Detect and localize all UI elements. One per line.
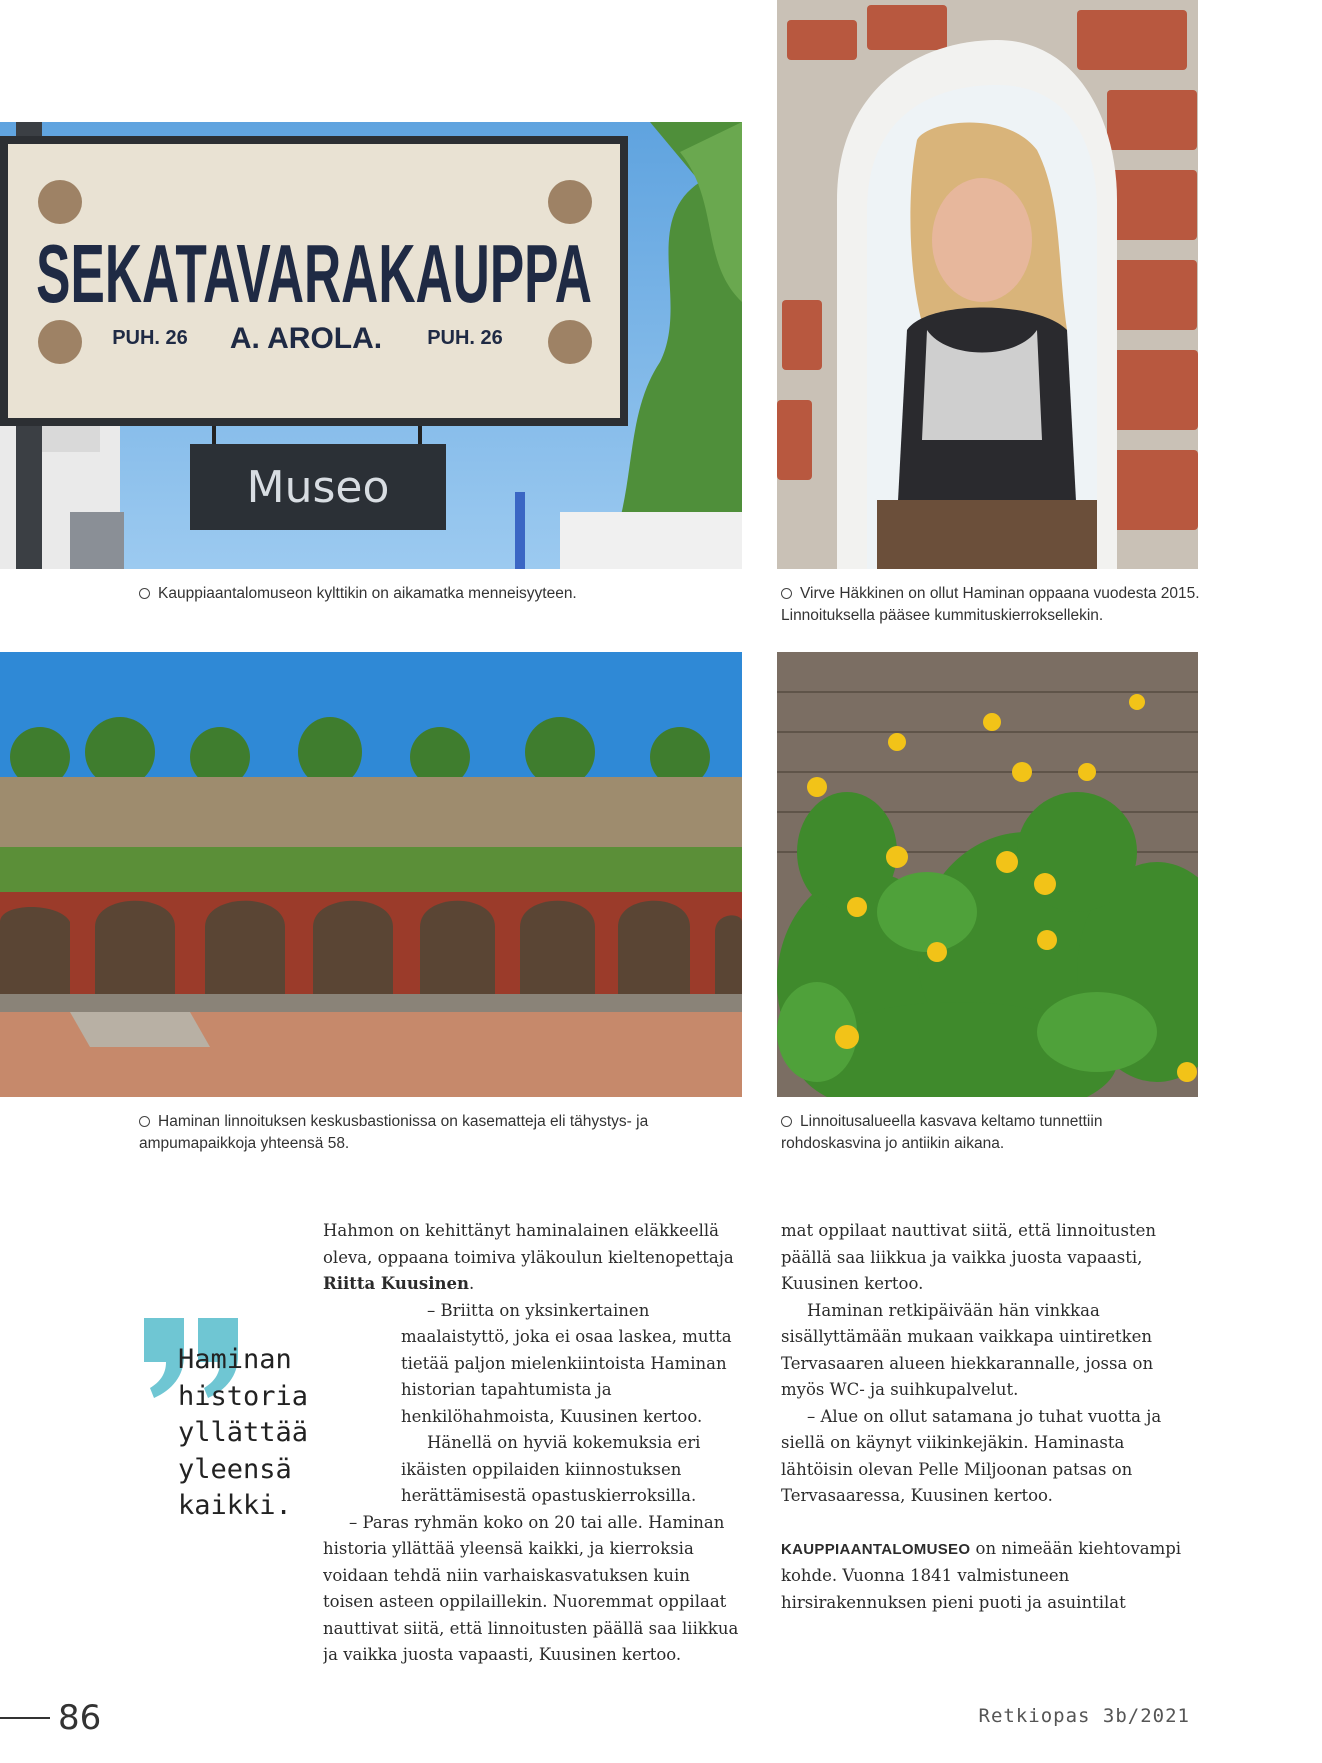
guide-caption-text: Virve Häkkinen on ollut Haminan oppaana vuodesta 2015. Linnoituksella pääsee kummituskierroksellekin.: [781, 585, 1200, 624]
caption-bullet-icon: [781, 588, 792, 599]
guide-photo-graphic: [777, 0, 1198, 569]
sign-photo: [0, 122, 742, 569]
article-paragraph: Hahmon on kehittänyt haminalainen eläkkeellä oleva, oppaana toimiva yläkoulun kieltenopettaja Riitta Kuusinen.: [323, 1221, 734, 1293]
sign-left-tag: PUH. 26: [112, 327, 188, 349]
fortress-photo: [0, 652, 742, 1097]
section-lead: KAUPPIAANTALOMUSEO: [781, 1540, 971, 1558]
footer-rule: [0, 1717, 50, 1719]
article-paragraph: Haminan retkipäivään hän vinkkaa sisällyttämään mukaan vaikkapa uintiretken Tervasaaren alueen hiekkarannalle, jossa on myös WC- ja suihkupalvelut.: [781, 1300, 1154, 1399]
sign-main-text: SEKATAVARAKAUPPA: [36, 227, 592, 320]
pullquote-line: historia: [178, 1380, 309, 1412]
sign-caption-text: Kauppiaantalomuseon kylttikin on aikamatka menneisyyteen.: [158, 585, 577, 602]
caption-bullet-icon: [139, 1116, 150, 1127]
guide-photo: [777, 0, 1198, 569]
sign-photo-graphic: [0, 122, 742, 569]
pullquote-line: yllättää: [178, 1417, 309, 1448]
guide-caption: [781, 583, 1201, 627]
pullquote-text: [178, 1342, 308, 1525]
caption-bullet-icon: [139, 588, 150, 599]
flowers-caption: [781, 1111, 1201, 1155]
pullquote-line: yleensä: [178, 1453, 292, 1485]
flowers-photo: [777, 652, 1198, 1097]
article-paragraph: Hänellä on hyviä kokemuksia eri ikäisten oppilaiden kiinnostuksen herättämisestä opastuskierroksilla.: [401, 1433, 701, 1505]
article-paragraph: – Paras ryhmän koko on 20 tai alle. Haminan historia yllättää yleensä kaikki, ja kierroksia voidaan tehdä niin varhaiskasvatuksen kuin toisen asteen oppilaillekin. Nuoremmat oppilaat nauttivat siitä, että linnoitusten päällä saa liikkua ja vaikka juosta vapaasti, Kuusinen kertoo.: [323, 1512, 739, 1664]
magazine-issue: Retkiopas 3b/2021: [978, 1705, 1190, 1727]
article-column-2: [781, 1218, 1196, 1616]
fortress-photo-graphic: [0, 652, 742, 1097]
sign-owner: A. AROLA.: [229, 322, 383, 355]
flowers-photo-graphic: [777, 652, 1198, 1097]
sign-caption: [139, 583, 739, 605]
caption-bullet-icon: [781, 1116, 792, 1127]
sign-museo: Museo: [246, 462, 390, 513]
fortress-caption: [139, 1111, 739, 1155]
article-paragraph: KAUPPIAANTALOMUSEO on nimeään kiehtovampi kohde. Vuonna 1841 valmistuneen hirsirakennuksen pieni puoti ja asuintilat: [781, 1538, 1182, 1612]
article-paragraph: – Briitta on yksinkertainen maalaistyttö, joka ei osaa laskea, mutta tietää paljon mielenkiintoista Haminan historian tapahtumista ja henkilöhahmoista, Kuusinen kertoo.: [401, 1300, 732, 1426]
article-paragraph-continued: mat oppilaat nauttivat siitä, että linnoitusten päällä saa liikkua ja vaikka juosta vapaasti, Kuusinen kertoo.: [781, 1221, 1157, 1293]
sign-right-tag: PUH. 26: [427, 327, 503, 349]
article-column-1: [323, 1218, 743, 1669]
page-number: 86: [58, 1698, 102, 1738]
pullquote-line: kaikki.: [178, 1490, 292, 1521]
flowers-caption-text: Linnoitusalueella kasvava keltamo tunnettiin rohdoskasvina jo antiikin aikana.: [781, 1113, 1103, 1152]
person-name: Riitta Kuusinen: [323, 1274, 469, 1293]
pullquote-line: Haminan: [178, 1344, 292, 1375]
pullquote: [136, 1318, 326, 1548]
fortress-caption-text: Haminan linnoituksen keskusbastionissa on kasematteja eli tähystys- ja ampumapaikkoja yhteensä 58.: [139, 1113, 649, 1152]
article-paragraph: – Alue on ollut satamana jo tuhat vuotta ja siellä on käynyt viikinkejäkin. Haminasta lähtöisin olevan Pelle Miljoonan patsas on Tervasaaressa, Kuusinen kertoo.: [781, 1406, 1162, 1505]
